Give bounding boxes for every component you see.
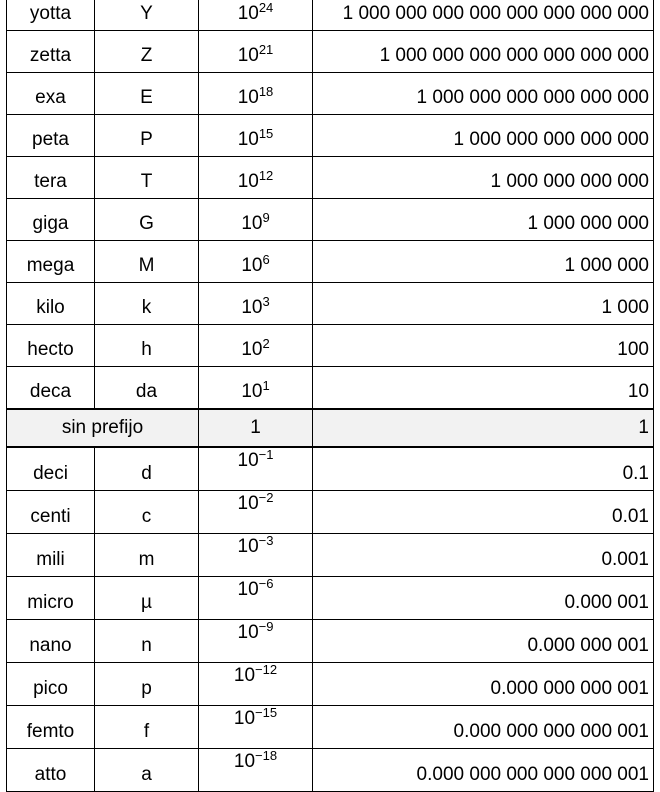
factor-exponent: 12 xyxy=(258,168,274,183)
factor-base: 10 xyxy=(237,622,259,643)
decimal-value: 0.001 xyxy=(313,534,654,577)
decimal-value: 0.01 xyxy=(313,491,654,534)
factor-base: 10 xyxy=(241,297,263,318)
prefix-name: kilo xyxy=(7,283,95,325)
decimal-value: 10 xyxy=(313,367,654,410)
prefix-name: mega xyxy=(7,241,95,283)
prefix-symbol: f xyxy=(95,706,199,749)
table-row xyxy=(7,620,654,663)
decimal-value: 0.000 001 xyxy=(313,577,654,620)
factor-base: 10 xyxy=(233,751,256,772)
decimal-value: 1 000 000 000 000 000 000 000 000 xyxy=(313,0,654,31)
prefix-name: hecto xyxy=(7,325,95,367)
factor-base: 10 xyxy=(241,255,263,276)
decimal-value: 1 000 000 000 xyxy=(313,199,654,241)
factor-exponent: −6 xyxy=(258,576,274,591)
prefix-symbol: k xyxy=(95,283,199,325)
factor-cell xyxy=(199,115,313,157)
factor-base: 10 xyxy=(237,45,259,66)
table-row xyxy=(7,534,654,577)
prefix-symbol: da xyxy=(95,367,199,410)
table-row xyxy=(7,663,654,706)
si-prefix-table xyxy=(6,0,654,792)
prefix-name: pico xyxy=(7,663,95,706)
table-row xyxy=(7,447,654,491)
factor-exponent: −18 xyxy=(255,748,278,763)
factor-cell xyxy=(199,367,313,410)
factor-cell xyxy=(199,447,313,491)
factor-cell xyxy=(199,663,313,706)
decimal-value: 1 000 xyxy=(313,283,654,325)
factor-exponent: 6 xyxy=(262,252,270,267)
factor-base: 10 xyxy=(237,536,259,557)
prefix-name: yotta xyxy=(7,0,95,31)
prefix-symbol: G xyxy=(95,199,199,241)
prefix-name: femto xyxy=(7,706,95,749)
prefix-name: mili xyxy=(7,534,95,577)
prefix-name: giga xyxy=(7,199,95,241)
prefix-symbol: µ xyxy=(95,577,199,620)
prefix-name: micro xyxy=(7,577,95,620)
factor-cell xyxy=(199,577,313,620)
table-row xyxy=(7,749,654,792)
prefix-symbol: E xyxy=(95,73,199,115)
prefix-name: exa xyxy=(7,73,95,115)
prefix-name: centi xyxy=(7,491,95,534)
factor-base: 10 xyxy=(233,665,256,686)
factor-base: 10 xyxy=(237,579,259,600)
table-row xyxy=(7,367,654,410)
decimal-value: 0.000 000 000 000 000 001 xyxy=(313,749,654,792)
prefix-name: nano xyxy=(7,620,95,663)
factor-cell xyxy=(199,706,313,749)
prefix-symbol: m xyxy=(95,534,199,577)
no-prefix-factor: 1 xyxy=(199,409,313,447)
table-row xyxy=(7,283,654,325)
factor-base: 10 xyxy=(237,493,259,514)
table-row xyxy=(7,157,654,199)
prefix-symbol: p xyxy=(95,663,199,706)
table-row xyxy=(7,31,654,73)
prefix-name: peta xyxy=(7,115,95,157)
factor-cell xyxy=(199,31,313,73)
factor-cell xyxy=(199,0,313,31)
factor-base: 10 xyxy=(237,129,259,150)
decimal-value: 0.000 000 000 000 001 xyxy=(313,706,654,749)
table-row xyxy=(7,577,654,620)
factor-base: 10 xyxy=(237,3,259,24)
factor-exponent: −12 xyxy=(255,662,278,677)
no-prefix-label: sin prefijo xyxy=(7,409,199,447)
prefix-name: deca xyxy=(7,367,95,410)
decimal-value: 1 000 000 000 000 000 xyxy=(313,115,654,157)
prefix-symbol: n xyxy=(95,620,199,663)
factor-exponent: 3 xyxy=(262,294,270,309)
factor-cell xyxy=(199,491,313,534)
factor-exponent: 18 xyxy=(258,84,274,99)
prefix-symbol: P xyxy=(95,115,199,157)
factor-cell xyxy=(199,620,313,663)
factor-exponent: 9 xyxy=(262,210,270,225)
prefix-name: tera xyxy=(7,157,95,199)
factor-cell xyxy=(199,199,313,241)
table-row-no-prefix xyxy=(7,409,654,447)
factor-cell xyxy=(199,157,313,199)
decimal-value: 0.000 000 001 xyxy=(313,620,654,663)
factor-cell xyxy=(199,534,313,577)
decimal-value: 1 000 000 xyxy=(313,241,654,283)
prefix-symbol: Y xyxy=(95,0,199,31)
table-row xyxy=(7,706,654,749)
factor-exponent: −2 xyxy=(258,490,274,505)
table-row xyxy=(7,0,654,31)
factor-exponent: −1 xyxy=(258,447,274,462)
factor-cell xyxy=(199,749,313,792)
prefix-symbol: h xyxy=(95,325,199,367)
factor-exponent: −9 xyxy=(258,619,274,634)
table-body xyxy=(7,0,654,792)
factor-base: 10 xyxy=(237,171,259,192)
factor-cell xyxy=(199,325,313,367)
decimal-value: 0.1 xyxy=(313,447,654,491)
factor-base: 10 xyxy=(237,87,259,108)
table-row xyxy=(7,115,654,157)
table-row xyxy=(7,325,654,367)
decimal-value: 1 000 000 000 000 xyxy=(313,157,654,199)
factor-cell xyxy=(199,73,313,115)
no-prefix-value: 1 xyxy=(313,409,654,447)
prefix-symbol: c xyxy=(95,491,199,534)
factor-exponent: −15 xyxy=(255,705,278,720)
factor-base: 10 xyxy=(237,450,259,471)
factor-exponent: −3 xyxy=(258,533,274,548)
factor-exponent: 15 xyxy=(258,126,274,141)
factor-base: 10 xyxy=(233,708,256,729)
table-row xyxy=(7,491,654,534)
decimal-value: 1 000 000 000 000 000 000 xyxy=(313,73,654,115)
prefix-symbol: a xyxy=(95,749,199,792)
factor-exponent: 24 xyxy=(258,0,274,15)
table-row xyxy=(7,241,654,283)
prefix-symbol: M xyxy=(95,241,199,283)
table-row xyxy=(7,73,654,115)
prefix-name: deci xyxy=(7,447,95,491)
prefix-symbol: T xyxy=(95,157,199,199)
factor-cell xyxy=(199,241,313,283)
factor-cell xyxy=(199,283,313,325)
factor-base: 10 xyxy=(241,339,263,360)
factor-exponent: 21 xyxy=(258,42,274,57)
prefix-name: zetta xyxy=(7,31,95,73)
factor-exponent: 1 xyxy=(262,378,270,393)
factor-base: 10 xyxy=(241,381,263,402)
factor-exponent: 2 xyxy=(262,336,270,351)
prefix-name: atto xyxy=(7,749,95,792)
table-row xyxy=(7,199,654,241)
prefix-symbol: d xyxy=(95,447,199,491)
prefix-symbol: Z xyxy=(95,31,199,73)
decimal-value: 100 xyxy=(313,325,654,367)
decimal-value: 1 000 000 000 000 000 000 000 xyxy=(313,31,654,73)
decimal-value: 0.000 000 000 001 xyxy=(313,663,654,706)
factor-base: 10 xyxy=(241,213,263,234)
